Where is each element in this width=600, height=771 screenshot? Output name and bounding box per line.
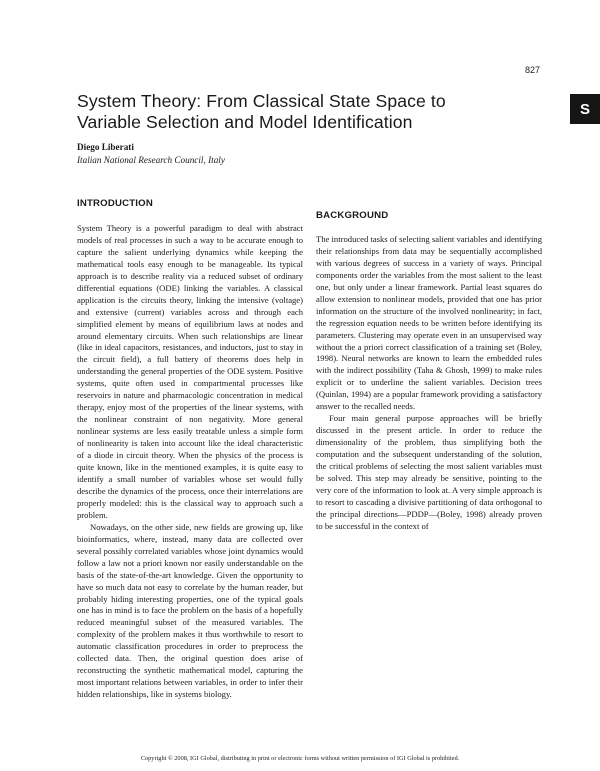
article-title bbox=[77, 91, 537, 132]
background-paragraph-1: The introduced tasks of selecting salient variables and identifying their relationships from data may be sequentially accomplished with various degrees of success in a variety of ways. Principal components order the variables from the most salient to the least one, but only under a linear framework. Partial least squares do allow extension to nonlinear models, provided that one has prior information on the structure of the involved nonlinearity; in fact, the regression equation needs to be written before identifying its parameters. Clustering may operate even in an unsupervised way without the a priori correct classification of a training set (Boley, 1998). Neural networks are known to learn the embedded rules with the indirect possibility (Taha & Ghosh, 1999) to make rules explicit or to underline the salient variables. Decision trees (Quinlan, 1994) are a popular framework providing a satisfactory answer to the recalled needs. bbox=[316, 233, 542, 412]
title-line-1: System Theory: From Classical State Space to bbox=[77, 91, 446, 111]
left-column bbox=[77, 194, 303, 701]
introduction-heading: INTRODUCTION bbox=[77, 198, 153, 209]
author-affiliation: Italian National Research Council, Italy bbox=[77, 155, 225, 165]
background-heading: BACKGROUND bbox=[316, 210, 389, 221]
title-line-2: Variable Selection and Model Identification bbox=[77, 111, 413, 132]
introduction-paragraph-2: Nowadays, on the other side, new fields are growing up, like bioinformatics, where, instead, many data are collected over several possibly correlated variables whose joint dynamics would follow a law not a priori known nor easily understandable on the basis of the state-of-the-art knowledge. Given the opportunity to have so much data not easy to correlate by the human reader, but probably hiding interesting properties, one of the typical goals one has in mind is to face the problem on the basis of a hopefully reduced meaningful subset of the measured variables. The complexity of the problem makes it thus worthwhile to resort to automatic classification procedures in order to preprocess the collected data. Then, the original question does arise of reconstructing the synthetic mathematical model, capturing the most important relations between variables, in order to infer their hidden relationships, like in systems biology. bbox=[77, 521, 303, 700]
page-number: 827 bbox=[524, 65, 540, 75]
background-paragraph-2: Four main general purpose approaches will be briefly discussed in the present article. In order to reduce the dimensionality of the problem, thus simplifying both the computation and the subsequent understanding of the solution, the critical problems of selecting the most salient variables must be solved. This step may already be sensitive, pointing to the very core of the information to look at. A very simple approach is to resort to cascading a divisive partitioning of data orthogonal to the principal directions—PDDP—(Boley, 1998) already proven to be successful in the context of bbox=[316, 413, 542, 531]
section-letter-tab: S bbox=[570, 94, 600, 124]
author-name: Diego Liberati bbox=[77, 142, 134, 152]
right-column bbox=[316, 194, 542, 533]
introduction-paragraph-1: System Theory is a powerful paradigm to deal with abstract models of real processes in such a way to be accurate enough to capture the salient underlying dynamics while keeping the mathematical tools easy enough to be manageable. Its typical approach is to describe reality via a reduced subset of ordinary differential equations (ODE) linking the variables. A classical application is the circuits theory, linking the intensive (voltage) and extensive (current) variables across and through each simplified element by means of equilibrium laws at nodes and around elementary circuits. When such relationships are linear (like in ideal capacitors, resistances, and inductors, just to stay in the circuit field), a full battery of theorems does help in understanding the general properties of the ODE system. Positive systems, quite often used in compartmental processes like reservoirs in nature and pharmacologic concentration in medical therapy, enjoy most of the properties of the linear systems, with the nonlinear constraint of non negativity. More general nonlinear systems are less easily treatable unless a simple form of nonlinearity is taken into account like the ideal characteristic of a diode in circuit theory. When the physics of the process is quite known, like in the mentioned examples, it is quite easy to identify a small number of variables whose set would fully describe the dynamics of the process, once their interrelations are properly modeled: this is the classical way to approach such a problem. bbox=[77, 222, 303, 520]
copyright-footer: Copyright © 2008, IGI Global, distributing in print or electronic forms without written permission of IGI Global is prohibited. bbox=[140, 755, 460, 762]
